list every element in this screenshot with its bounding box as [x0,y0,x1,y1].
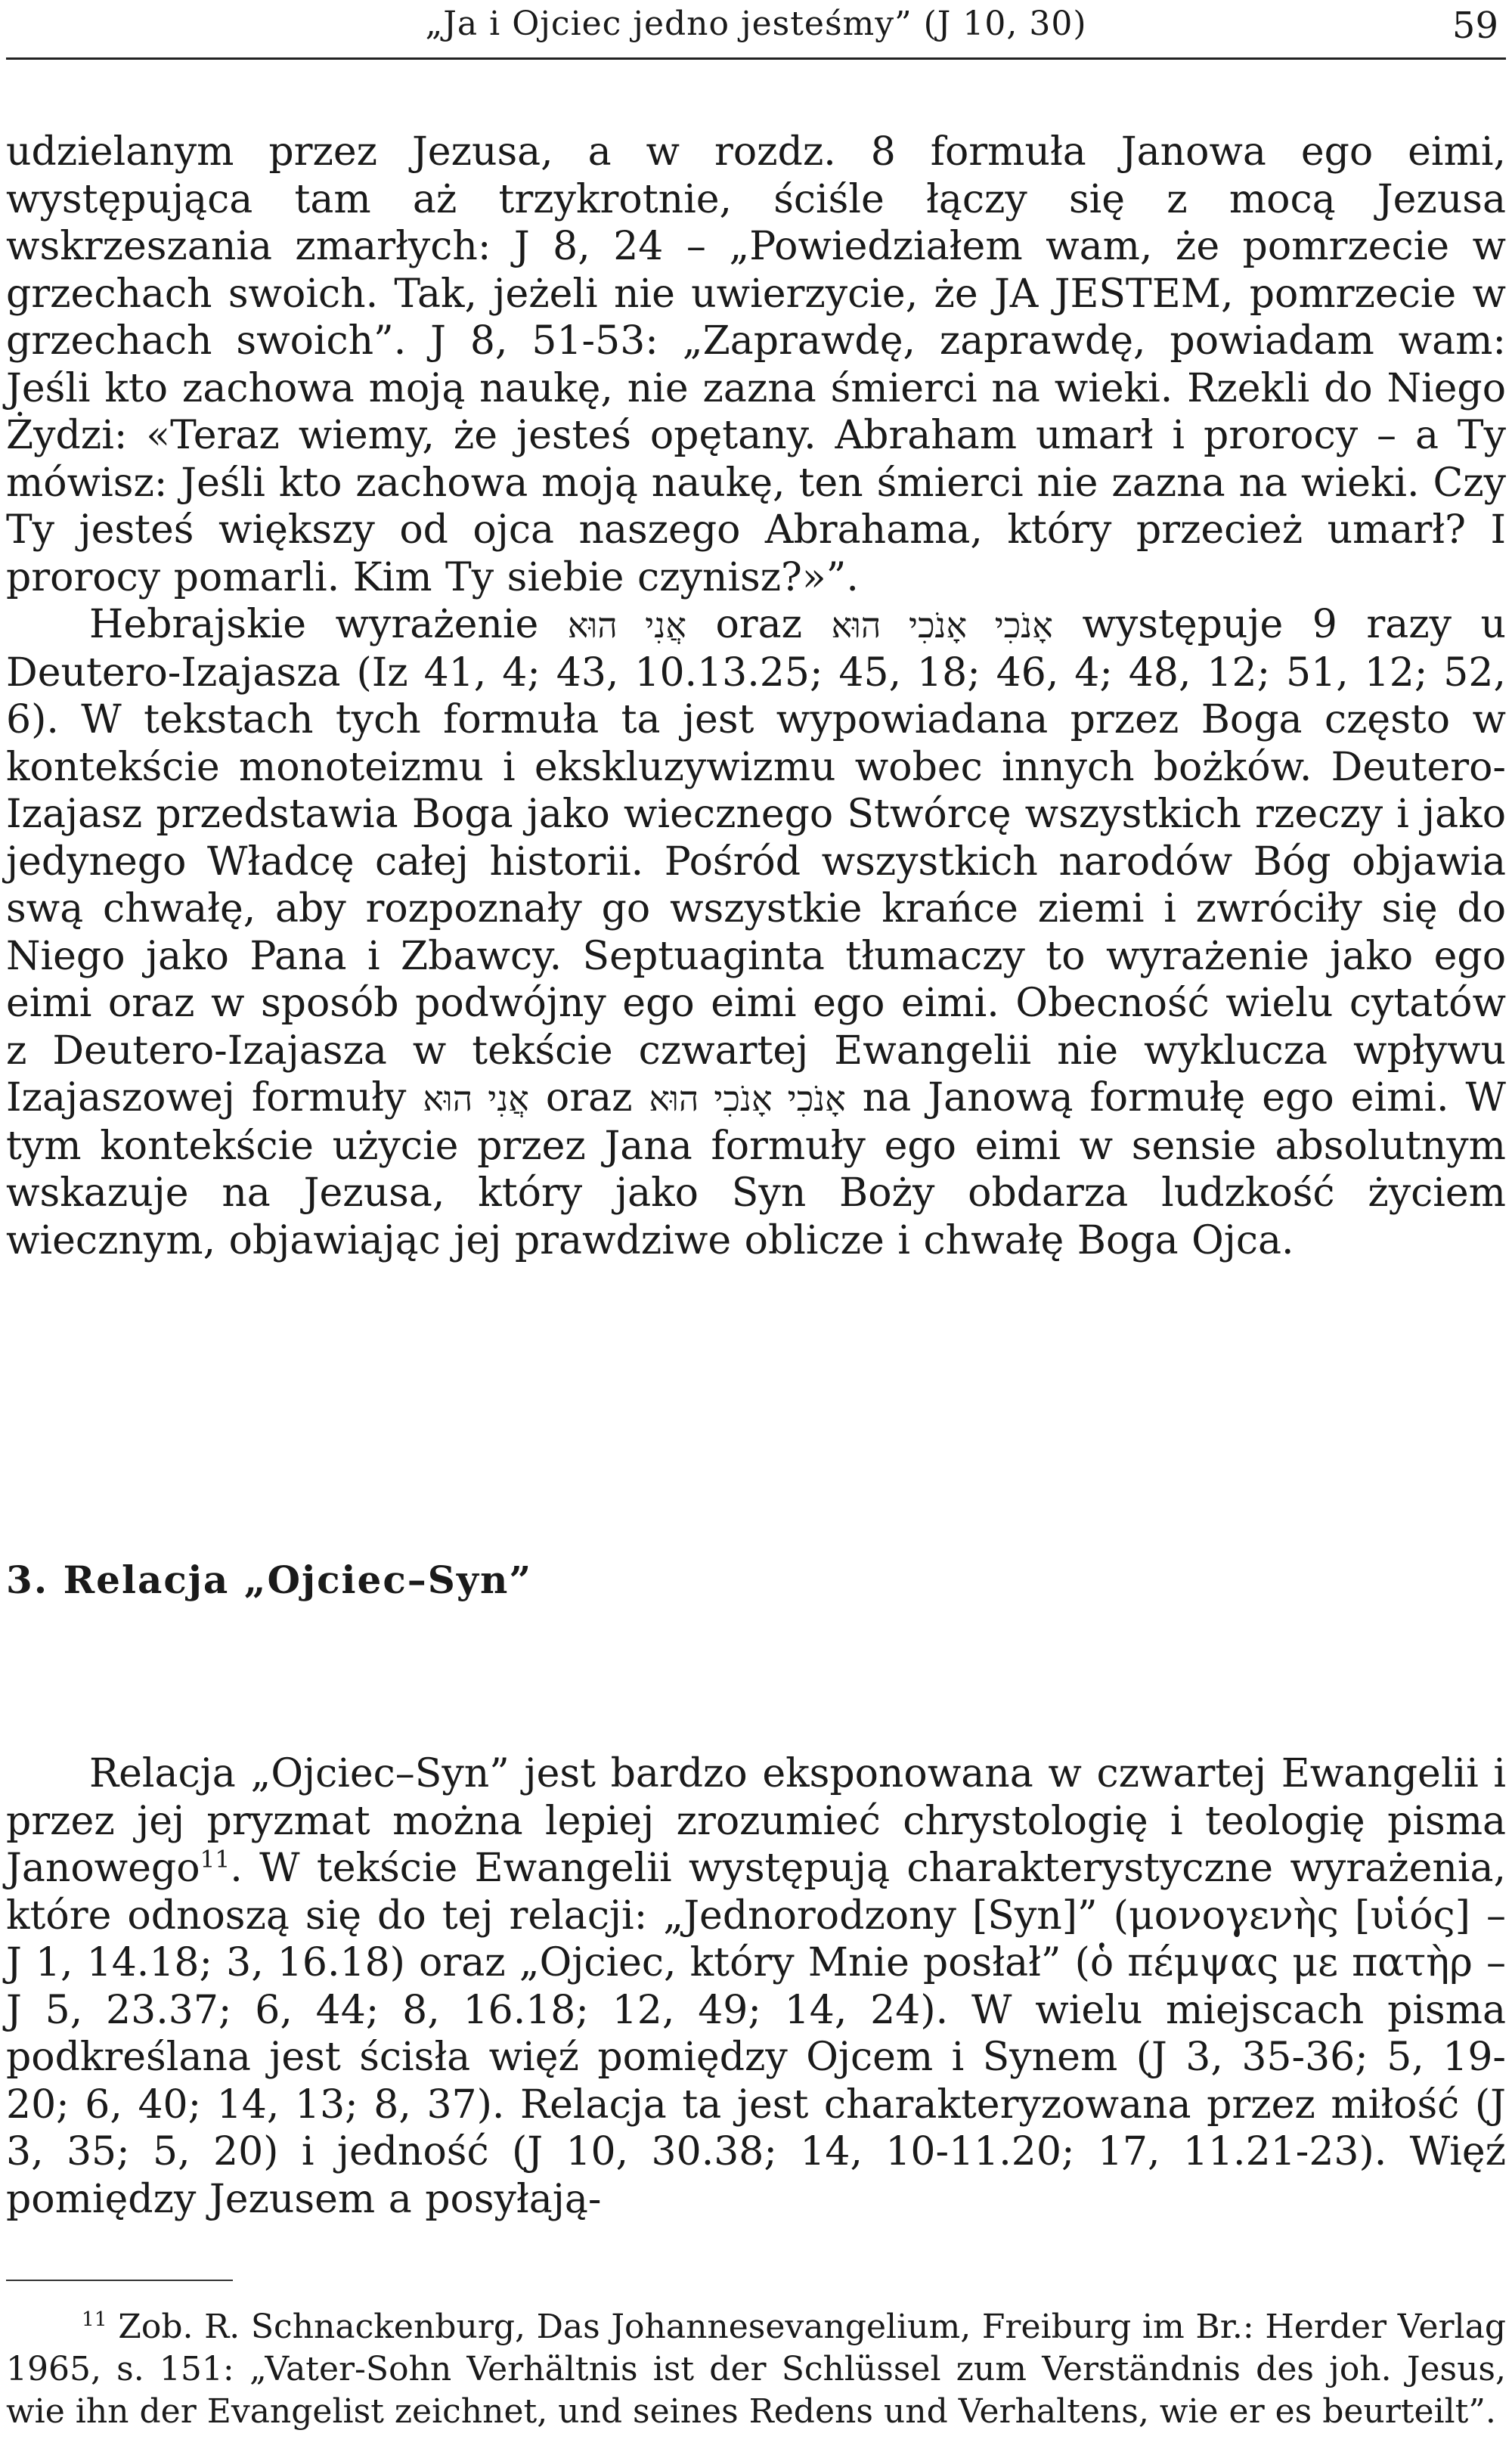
page-number: 59 [1452,5,1498,47]
paragraph-2-part-2: oraz [715,602,803,647]
paragraph-2-part-4: oraz [545,1075,633,1121]
footnote [6,2306,1506,2433]
paragraph-2-part-3: występuje 9 razy u Deutero-Izajasza (Iz 41, 4; 43, 10.13.25; 45, 18; 46, 4; 48, 12; 51, 12; 52, 6). W tekstach tych formuła ta jest wypowiadana przez Boga często w kontekście monoteizmu i ekskluzywizmu wobec innych bożków. Deutero-Izajasz przedstawia Boga jako wiecznego Stwórcę wszystkich rzeczy i jako jedynego Władcę całej historii. Pośród wszystkich narodów Bóg objawia swą chwałę, aby rozpoznały go wszystkie krańce ziemi i zwróciły się do Niego jako Pana i Zbawcy. Septuaginta tłumaczy to wyrażenie jako ego eimi oraz w sposób podwójny ego eimi ego eimi. Obecność wielu cytatów z Deutero-Izajasza w tekście czwartej Ewangelii nie wyklucza wpływu Izajaszowej formuły [6,602,1507,1121]
section-paragraph [6,1750,1506,2223]
footnote-number: 11 [82,2308,107,2332]
running-title: „Ja i Ojciec jedno jesteśmy” (J 10, 30) [425,5,1087,43]
section-paragraph-part-2: . W tekście Ewangelii występują charakterystyczne wyrażenia, które odnoszą się do tej relacji: „Jednorodzony [Syn]” (μονογενὴς [υἱός] – J 1, 14.18; 3, 16.18) oraz „Ojciec, który Mnie posłał” (ὁ πέμψας με πατὴρ – J 5, 23.37; 6, 44; 8, 16.18; 12, 49; 14, 24). W wielu miejscach pisma podkreślana jest ścisła więź pomiędzy Ojcem i Synem (J 3, 35-36; 5, 19-20; 6, 40; 14, 13; 8, 37). Relacja ta jest charakteryzowana przez miłość (J 3, 35; 5, 20) i jedność (J 10, 30.38; 14, 10-11.20; 17, 11.21-23). Więź pomiędzy Jezusem a posyłają- [6,1846,1506,2222]
hebrew-phrase-4: אָנֹכִי אָנֹכִי הוּא [649,1078,846,1119]
body-text [6,129,1506,1264]
hebrew-phrase-1: אֲנִי הוּא [567,605,686,646]
footnote-text: Zob. R. Schnackenburg, Das Johannesevangelium, Freiburg im Br.: Herder Verlag 1965, s. 151: „Vater-Sohn Verhältnis ist der Schlüssel zum Verständnis des joh. Jesus, wie ihn der Evangelist zeichnet, und seines Redens und Verhaltens, wie er es beurteilt”. [6,2308,1506,2431]
header-rule [6,57,1506,60]
paragraph-2 [6,601,1506,1264]
page-header [0,0,1512,83]
paragraph-1: udzielanym przez Jezusa, a w rozdz. 8 formuła Janowa ego eimi, występująca tam aż trzykrotnie, ściśle łączy się z mocą Jezusa wskrzeszania zmarłych: J 8, 24 – „Powiedziałem wam, że pomrzecie w grzechach swoich. Tak, jeżeli nie uwierzycie, że JA JESTEM, pomrzecie w grzechach swoich”. J 8, 51-53: „Zaprawdę, zaprawdę, powiadam wam: Jeśli kto zachowa moją naukę, nie zazna śmierci na wieki. Rzekli do Niego Żydzi: «Teraz wiemy, że jesteś opętany. Abraham umarł i prorocy – a Ty mówisz: Jeśli kto zachowa moją naukę, ten śmierci nie zazna na wieki. Czy Ty jesteś większy od ojca naszego Abrahama, który przecież umarł? I prorocy pomarli. Kim Ty siebie czynisz?»”. [6,129,1506,600]
section-body [6,1750,1506,2223]
paragraph-2-part-5: na Janową formułę ego eimi. W tym kontekście użycie przez Jana formuły ego eimi w sensie absolutnym wskazuje na Jezusa, który jako Syn Boży obdarza ludzkość życiem wiecznym, objawiając jej prawdziwe oblicze i chwałę Boga Ojca. [6,1075,1507,1263]
footnote-reference[interactable]: 11 [200,1846,231,1874]
hebrew-phrase-2: אָנֹכִי אָנֹכִי הוּא [831,605,1053,646]
hebrew-phrase-3: אֲנִי הוּא [423,1078,529,1119]
section-heading: 3. Relacja „Ojciec–Syn” [6,1558,533,1602]
paragraph-2-part-1: Hebrajskie wyrażenie [89,602,539,647]
section-paragraph-part-1: Relacja „Ojciec–Syn” jest bardzo eksponowana w czwartej Ewangelii i przez jej pryzmat można lepiej zrozumieć chrystologię i teologię pisma Janowego [6,1751,1506,1891]
footnote-rule [6,2280,233,2281]
